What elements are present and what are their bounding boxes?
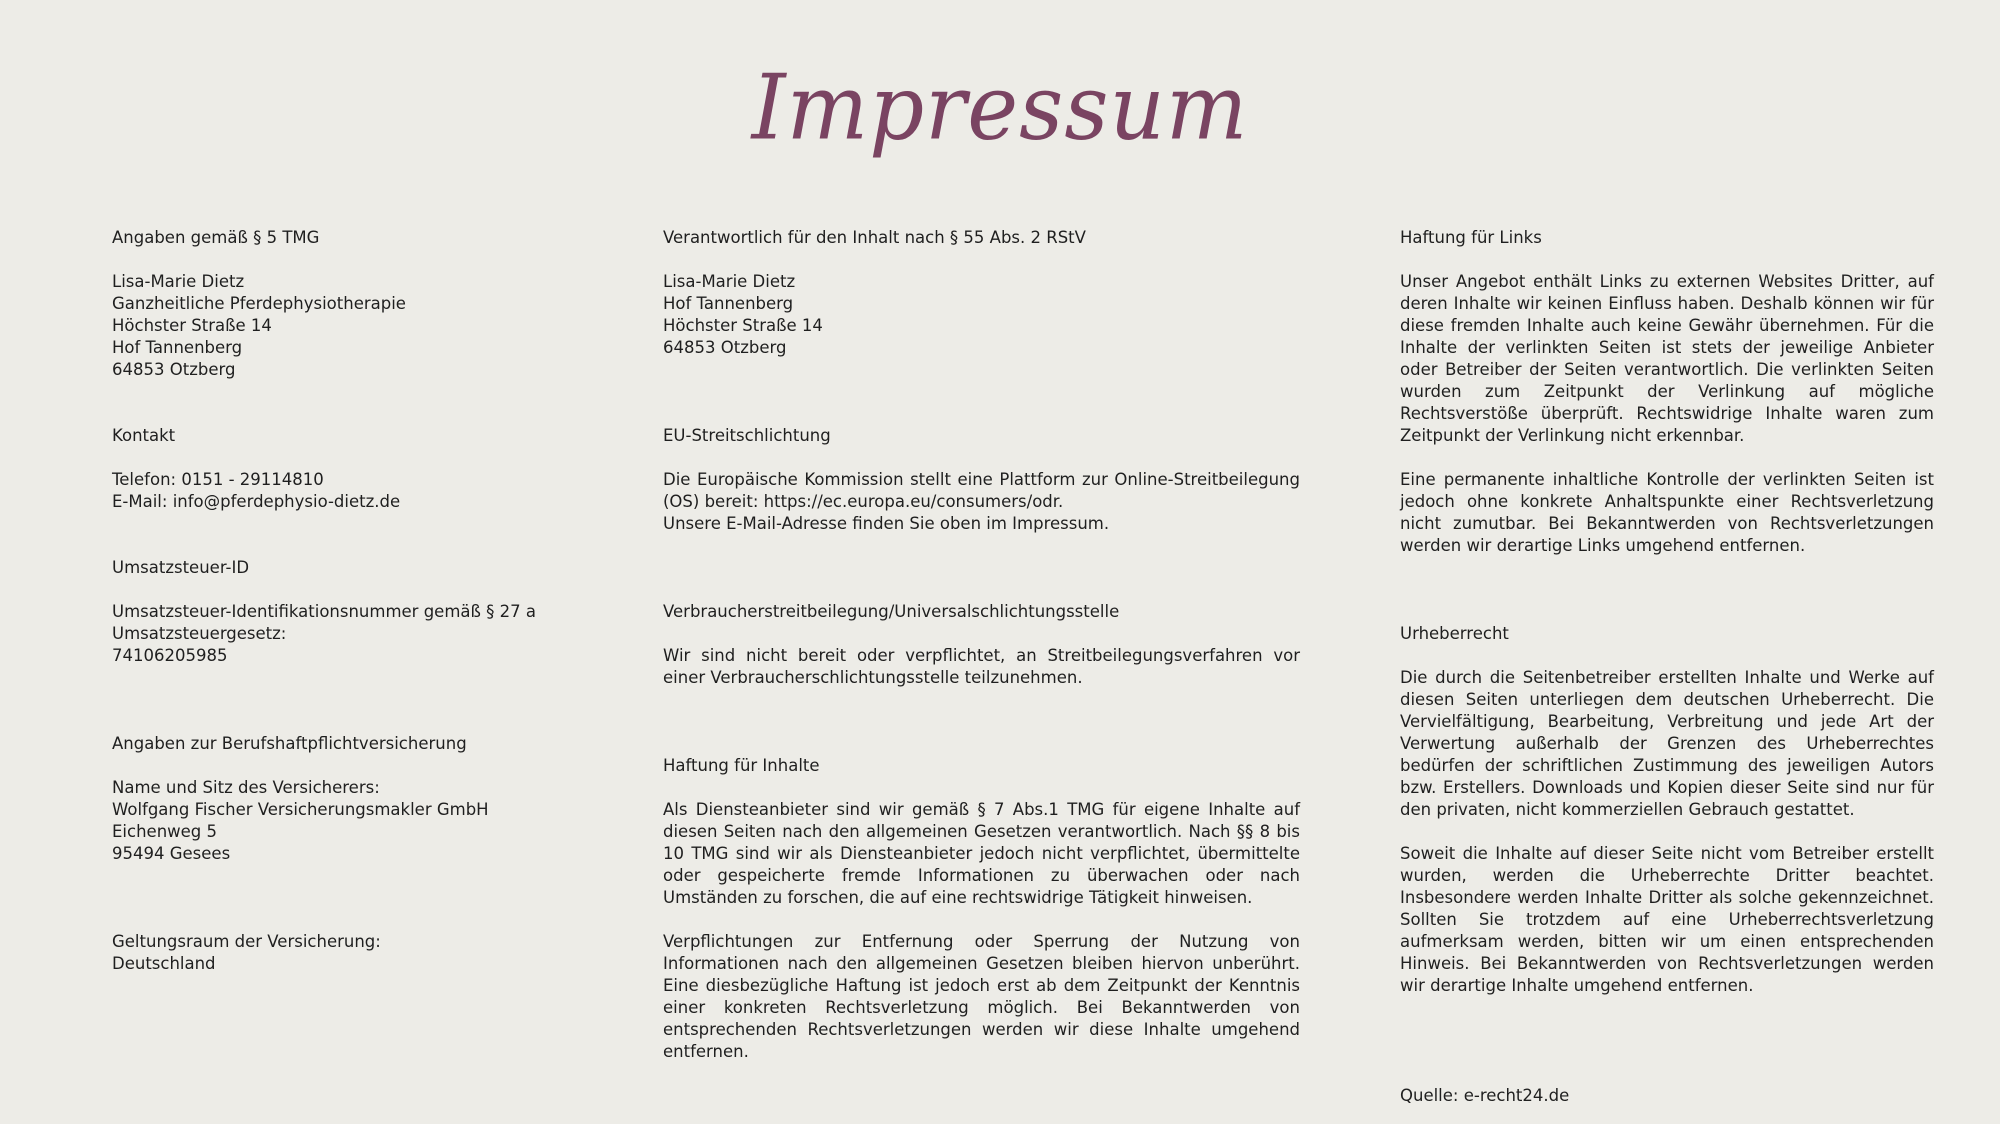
page-title-text: Impressum bbox=[751, 55, 1249, 161]
phone-text: Telefon: 0151 - 29114810 bbox=[112, 470, 324, 489]
source-note bbox=[1400, 1085, 1934, 1107]
odr-paragraph: Die Europäische Kommission stellt eine Plattform zur Online-Streitbeilegung (OS) bereit: https://ec.europa.eu/consumers/odr. bbox=[663, 470, 1300, 511]
consumer-dispute-paragraph: Wir sind nicht bereit oder verpflichtet, an Streitbeilegungsverfahren vor einer Verbraucherschlichtungsstelle teilzunehmen. bbox=[663, 646, 1300, 687]
liability-paragraph: Als Diensteanbieter sind wir gemäß § 7 Abs.1 TMG für eigene Inhalte auf diesen Seiten nach den allgemeinen Gesetzen verantwortlich. Nach §§ 8 bis 10 TMG sind wir als Diensteanbieter jedoch nicht verpflichtet, übermittelte oder gespeicherte fremde Informationen zu überwachen oder nach Umständen zu forschen, die auf eine rechtswidrige Tätigkeit hinweisen. bbox=[663, 800, 1300, 907]
insurance-line: 95494 Gesees bbox=[112, 844, 231, 863]
address-line: Ganzheitliche Pferdephysiotherapie bbox=[112, 294, 406, 313]
vat-number: 74106205985 bbox=[112, 646, 228, 665]
section-heading: Haftung für Links bbox=[1400, 228, 1542, 247]
section-heading: Verantwortlich für den Inhalt nach § 55 Abs. 2 RStV bbox=[663, 228, 1086, 247]
source-text[interactable]: Quelle: e-recht24.de bbox=[1400, 1086, 1570, 1105]
section-verantwortlich bbox=[663, 227, 1300, 359]
section-heading: EU-Streitschlichtung bbox=[663, 426, 831, 445]
links-paragraph: Eine permanente inhaltliche Kontrolle der verlinkten Seiten ist jedoch ohne konkrete Anhaltspunkte einer Rechtsverletzung nicht zumutbar. Bei Bekanntwerden von Rechtsverletzungen werden wir derartige Links umgehend entfernen. bbox=[1400, 470, 1934, 555]
email-link[interactable]: E-Mail: info@pferdephysio-dietz.de bbox=[112, 492, 401, 511]
address-line: Höchster Straße 14 bbox=[663, 316, 823, 335]
section-haftung-links bbox=[1400, 227, 1934, 557]
section-angaben-tmg bbox=[112, 227, 582, 381]
links-paragraph: Unser Angebot enthält Links zu externen Websites Dritter, auf deren Inhalte wir keinen Einfluss haben. Deshalb können wir für diese fremden Inhalte auch keine Gewähr übernehmen. Für die Inhalte der verlinkten Seiten ist stets der jeweilige Anbieter oder Betreiber der Seiten verantwortlich. Die verlinkten Seiten wurden zum Zeitpunkt der Verlinkung auf mögliche Rechtsverstöße überprüft. Rechtswidrige Inhalte waren zum Zeitpunkt der Verlinkung nicht erkennbar. bbox=[1400, 272, 1934, 445]
address-line: Hof Tannenberg bbox=[112, 338, 243, 357]
copyright-paragraph: Soweit die Inhalte auf dieser Seite nicht vom Betreiber erstellt wurden, werden die Urheberrechte Dritter beachtet. Insbesondere werden Inhalte Dritter als solche gekennzeichnet. Sollten Sie trotzdem auf eine Urheberrechtsverletzung aufmerksam werden, bitten wir um einen entsprechenden Hinweis. Bei Bekanntwerden von Rechtsverletzungen werden wir derartige Inhalte umgehend entfernen. bbox=[1400, 844, 1934, 995]
address-line: Hof Tannenberg bbox=[663, 294, 794, 313]
address-line: Lisa-Marie Dietz bbox=[663, 272, 796, 291]
section-umsatzsteuer bbox=[112, 557, 582, 667]
section-heading: Angaben zur Berufshaftpflichtversicherung bbox=[112, 734, 467, 753]
section-heading: Urheberrecht bbox=[1400, 624, 1509, 643]
address-line: Höchster Straße 14 bbox=[112, 316, 272, 335]
section-heading: Angaben gemäß § 5 TMG bbox=[112, 228, 320, 247]
section-haftung-inhalte bbox=[663, 755, 1300, 1063]
section-berufshaftpflicht bbox=[112, 733, 582, 865]
section-verbraucherstreit bbox=[663, 601, 1300, 689]
section-eu-streitschlichtung bbox=[663, 425, 1300, 535]
coverage-value: Deutschland bbox=[112, 954, 216, 973]
section-urheberrecht bbox=[1400, 623, 1934, 997]
section-heading: Haftung für Inhalte bbox=[663, 756, 820, 775]
liability-paragraph: Verpflichtungen zur Entfernung oder Sperrung der Nutzung von Informationen nach den allgemeinen Gesetzen bleiben hiervon unberührt. Eine diesbezügliche Haftung ist jedoch erst ab dem Zeitpunkt der Kenntnis einer konkreten Rechtsverletzung möglich. Bei Bekanntwerden von entsprechenden Rechtsverletzungen werden wir diese Inhalte umgehend entfernen. bbox=[663, 932, 1300, 1061]
address-line: Lisa-Marie Dietz bbox=[112, 272, 245, 291]
insurance-line: Eichenweg 5 bbox=[112, 822, 218, 841]
insurance-line: Wolfgang Fischer Versicherungsmakler GmbH bbox=[112, 800, 489, 819]
address-line: 64853 Otzberg bbox=[112, 360, 236, 379]
section-heading: Kontakt bbox=[112, 426, 176, 445]
section-geltungsraum bbox=[112, 931, 582, 975]
copyright-paragraph: Die durch die Seitenbetreiber erstellten Inhalte und Werke auf diesen Seiten unterliegen dem deutschen Urheberrecht. Die Vervielfältigung, Bearbeitung, Verbreitung und jede Art der Verwertung außerhalb der Grenzen des Urheberrechtes bedürfen der schriftlichen Zustimmung des jeweiligen Autors bzw. Erstellers. Downloads und Kopien dieser Seite sind nur für den privaten, nicht kommerziellen Gebrauch gestattet. bbox=[1400, 668, 1934, 819]
vat-label: Umsatzsteuer-Identifikationsnummer gemäß § 27 a Umsatzsteuergesetz: bbox=[112, 602, 537, 643]
coverage-label: Geltungsraum der Versicherung: bbox=[112, 932, 381, 951]
page-title bbox=[0, 28, 2000, 188]
section-heading: Verbraucherstreitbeilegung/Universalschlichtungsstelle bbox=[663, 602, 1120, 621]
insurance-line: Name und Sitz des Versicherers: bbox=[112, 778, 380, 797]
section-heading: Umsatzsteuer-ID bbox=[112, 558, 250, 577]
section-kontakt bbox=[112, 425, 582, 513]
address-line: 64853 Otzberg bbox=[663, 338, 787, 357]
email-note: Unsere E-Mail-Adresse finden Sie oben im Impressum. bbox=[663, 514, 1110, 533]
